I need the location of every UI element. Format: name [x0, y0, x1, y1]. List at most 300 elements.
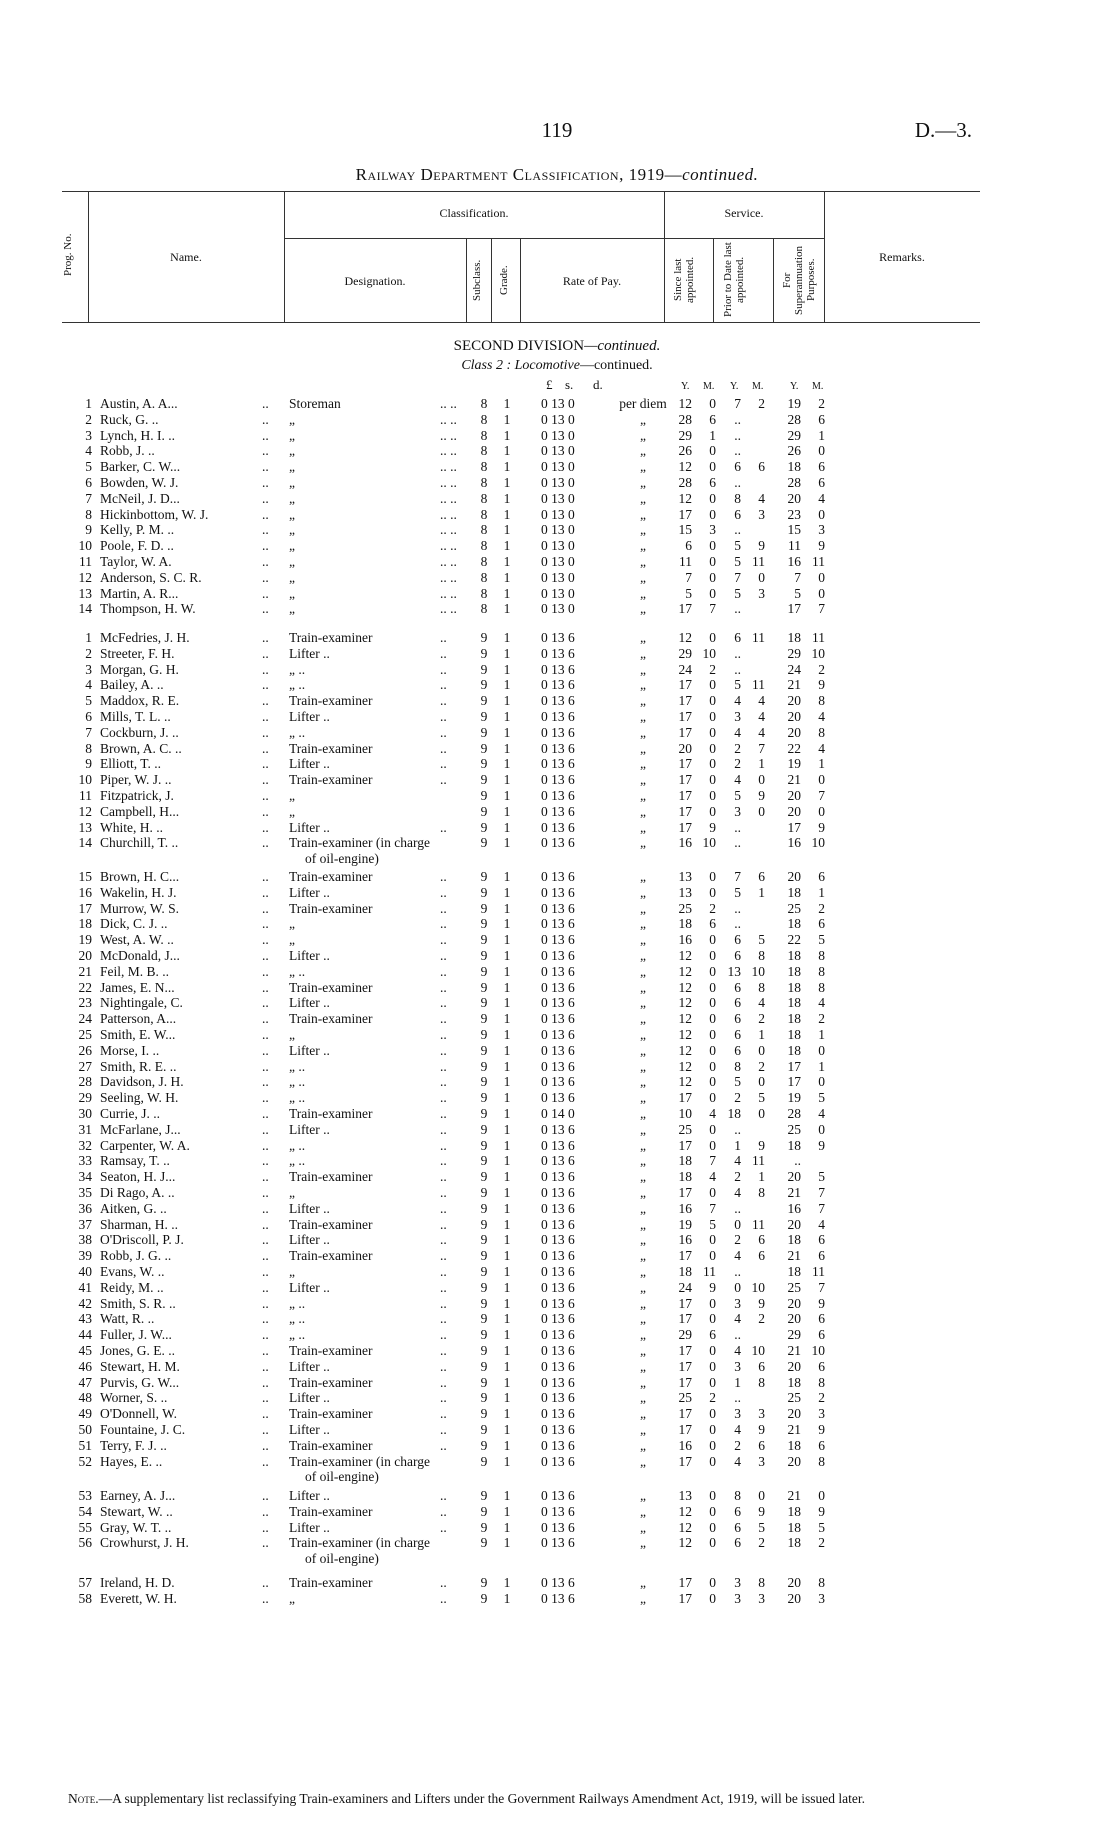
leader-dots: .. [262, 396, 269, 411]
grade: 1 [503, 522, 511, 538]
leader-dots: .. [440, 772, 447, 788]
designation: Train-examiner [289, 1575, 373, 1590]
table-row [0, 916, 1114, 931]
subclass: 9 [480, 1311, 488, 1327]
employee-name: West, A. W. .. [100, 932, 174, 948]
super-months: 8 [818, 724, 825, 740]
since-months: 0 [709, 1535, 716, 1551]
prog-no: 4 [85, 443, 92, 459]
subclass: 9 [480, 1216, 488, 1232]
leader-dots: .. .. [440, 475, 457, 490]
rate-period: „ [640, 1042, 646, 1058]
subclass: 9 [480, 1327, 488, 1343]
rate-period: „ [640, 819, 646, 835]
employee-name: Mills, T. L. .. [100, 709, 171, 724]
super-months: 4 [818, 740, 825, 756]
since-years: 17 [678, 1590, 692, 1606]
super-months: 0 [818, 1042, 825, 1058]
subclass: 9 [480, 1074, 488, 1090]
since-months: 6 [709, 475, 716, 490]
prior-months: 10 [751, 1343, 765, 1358]
since-years: 17 [678, 677, 692, 693]
since-years: 12 [678, 1519, 692, 1535]
since-years: 17 [678, 693, 692, 709]
rate-period: „ [640, 772, 646, 788]
employee-name: Thompson, H. W. [100, 601, 196, 617]
super-years: 17 [787, 601, 801, 617]
rate-period: per diem [619, 396, 667, 411]
prior-months: 11 [752, 1216, 765, 1232]
leader-dots: .. [262, 1390, 269, 1406]
since-months: 0 [709, 538, 716, 554]
grade: 1 [503, 1437, 511, 1453]
subclass: 9 [480, 1011, 488, 1027]
rate-of-pay: 0 13 6 [541, 1137, 575, 1153]
rate-period: „ [640, 522, 646, 538]
employee-name: Feil, M. B. .. [100, 963, 170, 979]
grade: 1 [503, 1406, 511, 1422]
since-years: 25 [678, 1121, 692, 1137]
leader-dots: .. [440, 1042, 447, 1058]
grade: 1 [503, 932, 511, 948]
rate-of-pay: 0 13 0 [541, 601, 575, 617]
super-months: 0 [818, 569, 825, 585]
since-years: 17 [678, 709, 692, 724]
designation: Train-examiner [289, 979, 373, 995]
rate-period: „ [640, 1535, 646, 1551]
leader-dots: .. .. [440, 538, 457, 554]
prior-years: .. [734, 645, 741, 661]
rate-of-pay: 0 13 6 [541, 1153, 575, 1169]
leader-dots: .. [262, 1232, 269, 1248]
since-years: 17 [678, 1453, 692, 1469]
grade: 1 [503, 677, 511, 693]
grade: 1 [503, 1137, 511, 1153]
leader-dots: .. [440, 1074, 447, 1090]
employee-name: Fuller, J. W... [100, 1327, 172, 1343]
designation: Train-examiner [289, 869, 373, 884]
leader-dots: .. [440, 1311, 447, 1327]
prior-years: 3 [734, 803, 741, 819]
employee-name: Hickinbottom, W. J. [100, 506, 209, 522]
header-subclass: Subclass. [471, 259, 483, 301]
since-years: 18 [678, 1169, 692, 1185]
designation: Train-examiner [289, 1503, 373, 1519]
prior-years: 4 [734, 1453, 741, 1469]
since-months: 0 [709, 932, 716, 948]
prog-no: 30 [78, 1106, 92, 1121]
leader-dots: .. [440, 1200, 447, 1216]
designation: „ [289, 916, 295, 932]
subclass: 9 [480, 1406, 488, 1422]
prog-no: 8 [85, 740, 92, 756]
super-months: 6 [818, 1311, 825, 1327]
grade: 1 [503, 740, 511, 756]
grade: 1 [503, 1121, 511, 1137]
table-row [0, 1201, 1114, 1216]
employee-name: Taylor, W. A. [100, 554, 172, 569]
employee-name: McDonald, J... [100, 948, 180, 963]
since-months: 0 [709, 569, 716, 585]
designation: „ [289, 411, 295, 427]
rate-period: „ [640, 1121, 646, 1137]
since-months: 2 [709, 900, 716, 916]
super-months: 6 [818, 1358, 825, 1374]
subclass: 8 [480, 554, 488, 569]
designation: Lifter .. [289, 884, 330, 900]
grade: 1 [503, 1519, 511, 1535]
since-months: 0 [709, 1488, 716, 1503]
employee-name: Wakelin, H. J. [100, 884, 177, 900]
rate-period: „ [640, 1327, 646, 1343]
since-months: 0 [709, 490, 716, 506]
since-months: 0 [709, 1027, 716, 1042]
prog-no: 7 [85, 490, 92, 506]
leader-dots: .. [440, 979, 447, 995]
prior-years: 1 [734, 1374, 741, 1390]
grade: 1 [503, 835, 511, 851]
table-row [0, 1106, 1114, 1121]
rate-of-pay: 0 13 6 [541, 803, 575, 819]
super-years: 7 [794, 569, 801, 585]
designation: Lifter .. [289, 1422, 330, 1437]
table-row [0, 1122, 1114, 1137]
super-months: 2 [818, 661, 825, 677]
since-years: 24 [678, 1279, 692, 1295]
super-years: 22 [787, 740, 801, 756]
leader-dots: .. [440, 869, 447, 884]
leader-dots: .. [440, 1248, 447, 1264]
designation: „ [289, 554, 295, 569]
since-years: 17 [678, 1311, 692, 1327]
super-months: 1 [818, 1027, 825, 1042]
leader-dots: .. [440, 756, 447, 772]
subclass: 9 [480, 1200, 488, 1216]
rate-of-pay: 0 13 0 [541, 411, 575, 427]
prior-months: 6 [758, 1248, 765, 1264]
table-row [0, 1248, 1114, 1263]
employee-name: Earney, A. J... [100, 1488, 176, 1503]
prog-no: 57 [78, 1575, 92, 1590]
super-years: 18 [787, 995, 801, 1011]
rate-of-pay: 0 13 0 [541, 443, 575, 459]
prior-years: 8 [734, 1488, 741, 1503]
since-years: 12 [678, 1535, 692, 1551]
table-row [0, 820, 1114, 835]
leader-dots: .. [262, 459, 269, 475]
super-years: 20 [787, 1311, 801, 1327]
rate-period: „ [640, 1358, 646, 1374]
prior-years: 4 [734, 1343, 741, 1358]
rate-period: „ [640, 411, 646, 427]
prior-years: 8 [734, 1058, 741, 1074]
rate-of-pay: 0 13 6 [541, 1422, 575, 1437]
super-months: 2 [818, 900, 825, 916]
leader-dots: .. [440, 724, 447, 740]
super-years: 19 [787, 396, 801, 411]
prior-months: 8 [758, 979, 765, 995]
prior-months: 1 [758, 1169, 765, 1185]
prior-years: 7 [734, 869, 741, 884]
rate-of-pay: 0 13 6 [541, 835, 575, 851]
leader-dots: .. [262, 1137, 269, 1153]
table-row [0, 725, 1114, 740]
prog-no: 32 [78, 1137, 92, 1153]
employee-name: Everett, W. H. [100, 1590, 177, 1606]
leader-dots: .. [262, 522, 269, 538]
since-years: 17 [678, 1248, 692, 1264]
leader-dots: .. [262, 884, 269, 900]
subclass: 8 [480, 601, 488, 617]
prog-no: 15 [78, 869, 92, 884]
employee-name: Dick, C. J. .. [100, 916, 168, 932]
leader-dots: .. [262, 819, 269, 835]
subclass: 9 [480, 1358, 488, 1374]
super-years: 28 [787, 1106, 801, 1121]
class-title [0, 358, 1114, 374]
designation: „ .. [289, 1074, 306, 1090]
prior-months: 4 [758, 693, 765, 709]
leader-dots: .. [262, 1488, 269, 1503]
super-years: 28 [787, 475, 801, 490]
leader-dots: .. [440, 1090, 447, 1106]
grade: 1 [503, 819, 511, 835]
designation: Lifter .. [289, 1232, 330, 1248]
employee-name: Brown, A. C. .. [100, 740, 182, 756]
prior-years: 6 [734, 506, 741, 522]
header-grade: Grade. [498, 265, 510, 295]
super-years: 17 [787, 819, 801, 835]
rate-period: „ [640, 1279, 646, 1295]
table-row [0, 1185, 1114, 1200]
leader-dots: .. [440, 1575, 447, 1590]
super-months: 6 [818, 475, 825, 490]
super-years: 25 [787, 1121, 801, 1137]
leader-dots: .. [440, 932, 447, 948]
leader-dots: .. [440, 645, 447, 661]
prior-years: .. [734, 411, 741, 427]
table-row [0, 630, 1114, 645]
since-months: 0 [709, 1406, 716, 1422]
rate-period: „ [640, 1519, 646, 1535]
subclass: 8 [480, 396, 488, 411]
designation: „ .. [289, 724, 306, 740]
leader-dots: .. .. [440, 396, 457, 411]
super-months: 5 [818, 1090, 825, 1106]
rate-period: „ [640, 569, 646, 585]
employee-name: Stewart, W. .. [100, 1503, 173, 1519]
prior-months: 8 [758, 1185, 765, 1200]
subclass: 9 [480, 740, 488, 756]
prog-no: 27 [78, 1058, 92, 1074]
prior-months: 3 [758, 585, 765, 601]
prior-years: 13 [727, 963, 741, 979]
super-months: 11 [812, 554, 825, 569]
designation: Train-examiner [289, 1343, 373, 1358]
employee-name: Anderson, S. C. R. [100, 569, 202, 585]
rate-of-pay: 0 13 6 [541, 1185, 575, 1200]
rate-of-pay: 0 13 6 [541, 1590, 575, 1606]
employee-name: Poole, F. D. .. [100, 538, 174, 554]
grade: 1 [503, 916, 511, 932]
prior-months: 10 [751, 1279, 765, 1295]
prior-months: 0 [758, 569, 765, 585]
employee-name: Cockburn, J. .. [100, 724, 179, 740]
subclass: 9 [480, 869, 488, 884]
leader-dots: .. [262, 1503, 269, 1519]
since-years: 20 [678, 740, 692, 756]
prior-years: 4 [734, 1422, 741, 1437]
prog-no: 17 [78, 900, 92, 916]
employee-name: Fountaine, J. C. [100, 1422, 186, 1437]
leader-dots: .. [440, 1232, 447, 1248]
subclass: 9 [480, 803, 488, 819]
rate-of-pay: 0 13 6 [541, 1575, 575, 1590]
prog-no: 9 [85, 522, 92, 538]
prior-years: 0 [734, 1216, 741, 1232]
subclass: 9 [480, 884, 488, 900]
since-years: 12 [678, 1027, 692, 1042]
super-months: 9 [818, 1503, 825, 1519]
header-name: Name. [170, 250, 202, 264]
employee-name: Streeter, F. H. [100, 645, 175, 661]
rate-of-pay: 0 13 0 [541, 538, 575, 554]
rate-of-pay: 0 13 6 [541, 677, 575, 693]
prior-months: 1 [758, 756, 765, 772]
since-months: 0 [709, 979, 716, 995]
super-years: 18 [787, 1519, 801, 1535]
super-months: 5 [818, 1169, 825, 1185]
prior-months: 5 [758, 932, 765, 948]
rate-period: „ [640, 1343, 646, 1358]
prior-years: .. [734, 916, 741, 932]
designation: Train-examiner [289, 1248, 373, 1264]
subclass: 9 [480, 1042, 488, 1058]
leader-dots: .. [262, 1422, 269, 1437]
grade: 1 [503, 427, 511, 443]
rate-period: „ [640, 661, 646, 677]
super-months: 3 [818, 1590, 825, 1606]
leader-dots: .. [440, 1106, 447, 1121]
grade: 1 [503, 900, 511, 916]
table-row [0, 995, 1114, 1010]
grade: 1 [503, 645, 511, 661]
super-years: 25 [787, 1279, 801, 1295]
grade: 1 [503, 1169, 511, 1185]
grade: 1 [503, 1575, 511, 1590]
table-row [0, 788, 1114, 803]
since-months: 0 [709, 1590, 716, 1606]
super-months: 0 [818, 772, 825, 788]
super-months: 0 [818, 1488, 825, 1503]
rate-period: „ [640, 724, 646, 740]
super-months: 6 [818, 916, 825, 932]
leader-dots: .. [262, 1358, 269, 1374]
rate-of-pay: 0 13 6 [541, 756, 575, 772]
super-months: 1 [818, 884, 825, 900]
employee-name: Di Rago, A. .. [100, 1185, 175, 1200]
table-row [0, 1327, 1114, 1342]
employee-name: Davidson, J. H. [100, 1074, 184, 1090]
prior-months: 9 [758, 538, 765, 554]
prior-months: 6 [758, 459, 765, 475]
table-row [0, 1090, 1114, 1105]
grade: 1 [503, 1311, 511, 1327]
since-years: 12 [678, 1042, 692, 1058]
subclass: 8 [480, 475, 488, 490]
grade: 1 [503, 554, 511, 569]
leader-dots: .. [262, 1535, 269, 1551]
leader-dots: .. [262, 427, 269, 443]
title-continued: continued. [682, 165, 759, 184]
super-years: 15 [787, 522, 801, 538]
prior-months: 6 [758, 869, 765, 884]
super-months: 1 [818, 427, 825, 443]
super-months: 4 [818, 709, 825, 724]
super-months: 8 [818, 1374, 825, 1390]
designation: „ .. [289, 1153, 306, 1169]
table-row [0, 741, 1114, 756]
employee-name: Aitken, G. .. [100, 1200, 167, 1216]
subclass: 9 [480, 724, 488, 740]
prior-years: 4 [734, 724, 741, 740]
unit-months-super: M. [812, 381, 824, 392]
super-years: 20 [787, 693, 801, 709]
rate-period: „ [640, 1137, 646, 1153]
grade: 1 [503, 995, 511, 1011]
rate-of-pay: 0 13 6 [541, 1488, 575, 1503]
prior-months: 0 [758, 803, 765, 819]
designation: Train-examiner [289, 1106, 373, 1121]
super-months: 8 [818, 948, 825, 963]
prior-years: 6 [734, 979, 741, 995]
designation: „ .. [289, 1311, 306, 1327]
super-years: 21 [787, 1185, 801, 1200]
leader-dots: .. [440, 900, 447, 916]
prog-no: 37 [78, 1216, 92, 1232]
rate-of-pay: 0 13 6 [541, 1311, 575, 1327]
since-years: 12 [678, 995, 692, 1011]
super-years: 18 [787, 884, 801, 900]
subclass: 8 [480, 490, 488, 506]
rate-period: „ [640, 1590, 646, 1606]
rate-period: „ [640, 1503, 646, 1519]
subclass: 9 [480, 1390, 488, 1406]
since-years: 17 [678, 1137, 692, 1153]
subclass: 9 [480, 835, 488, 851]
rate-period: „ [640, 506, 646, 522]
table-row [0, 948, 1114, 963]
super-months: 2 [818, 1011, 825, 1027]
prior-years: 1 [734, 1137, 741, 1153]
table-row [0, 1591, 1114, 1606]
rate-of-pay: 0 13 6 [541, 1279, 575, 1295]
table-row [0, 885, 1114, 900]
subclass: 9 [480, 630, 488, 645]
grade: 1 [503, 1248, 511, 1264]
leader-dots: .. [440, 709, 447, 724]
employee-name: James, E. N... [100, 979, 175, 995]
super-years: 18 [787, 979, 801, 995]
header-prog-no: Prog. No. [62, 233, 74, 277]
prior-months: 3 [758, 1406, 765, 1422]
rate-of-pay: 0 13 6 [541, 916, 575, 932]
grade: 1 [503, 869, 511, 884]
rate-period: „ [640, 1169, 646, 1185]
leader-dots: .. [262, 1519, 269, 1535]
table-row [0, 1311, 1114, 1326]
super-years: 5 [794, 585, 801, 601]
